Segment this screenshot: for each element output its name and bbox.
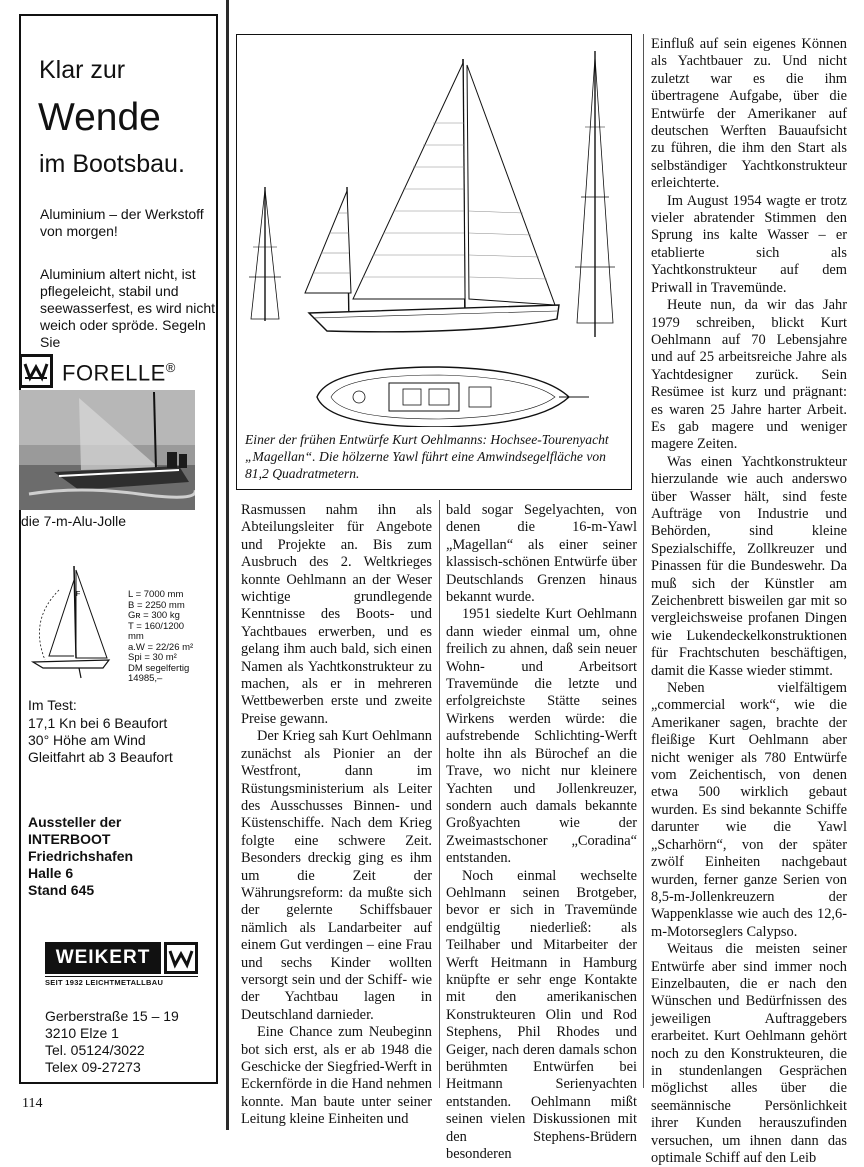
weikert-emblem-icon bbox=[164, 942, 198, 974]
spec-line: B = 2250 mm bbox=[128, 599, 185, 611]
exhibitor-line: Halle 6 bbox=[28, 865, 74, 881]
article-paragraph: bald sogar Segelyachten, von denen die 16-m-Yawl „Magellan“ als einer seiner klassisch-schönen Entwürfe über Deutschlands Grenzen hinaus bekannt wurde. bbox=[446, 502, 637, 606]
article-paragraph: Eine Chance zum Neubeginn bot sich erst, als er ab 1948 die Geschicke der Siegfried-Werft in Eckernförde in die Hand nehmen konnte. Man baute unter seiner Leitung kleine Einheiten und bbox=[241, 1024, 432, 1128]
spec-line: L = 7000 mm bbox=[128, 589, 184, 600]
article-paragraph: Im August 1954 wagte er trotz vieler abratender Stimmen den Sprung ins kalte Wasser – er etablierte sich als Yachtkonstrukteur auf dem Priwall in Travemünde. bbox=[651, 192, 847, 296]
article-paragraph: Der Krieg sah Kurt Oehlmann zunächst als Pionier an der Westfront, dann im Rüstungsministerium als Leiter des Ausschusses Binnen- und Küstenschiffe. Nach dem Krieg folgte eine schwere Zeit. Besonders dreckig ging es ihm um die Zeit der Währungsreform: da mußte sich der gelernte Schiffsbauer nämlich als Landarbeiter auf einem Gut verdingen – eine Frau und sechs Kinder wollten versorgt sein und der Schiff- wie der Yachtbau lagen in Deutschland darnieder. bbox=[241, 728, 432, 1023]
test-line: 17,1 Kn bei 6 Beaufort bbox=[28, 715, 168, 731]
spec-line: 14985,– bbox=[128, 673, 163, 684]
sailing-boat-photo-icon bbox=[19, 390, 195, 510]
ad-headline-line2: Wende bbox=[38, 96, 161, 139]
address-line: Tel. 05124/3022 bbox=[45, 1042, 145, 1058]
exhibitor-line: INTERBOOT bbox=[28, 831, 111, 847]
company-address bbox=[45, 1008, 205, 1076]
exhibitor-info bbox=[28, 814, 198, 899]
test-heading: Im Test: bbox=[28, 697, 77, 713]
column-rule bbox=[439, 500, 440, 1088]
figure-caption: Einer der frühen Entwürfe Kurt Oehlmanns: Hochsee-Tourenyacht „Magellan“. Die hölzerne Yawl führt eine Amwindsegelfläche von 81,2 Quadratmetern. bbox=[245, 432, 609, 481]
article-column-1 bbox=[241, 502, 432, 1129]
address-line: 3210 Elze 1 bbox=[45, 1025, 119, 1041]
address-line: Gerberstraße 15 – 19 bbox=[45, 1008, 179, 1024]
article-paragraph: Heute nun, da wir das Jahr 1979 schreiben, blickt Kurt Oehlmann auf 70 Lebensjahre und auf 25 arbeitsreiche Jahre als Yachtdesigner zurück. Sein Resümee ist kurz und prägnant: es waren 25 Jahre harter Arbeit. Es gab magere und weniger magere Zeiten. bbox=[651, 297, 847, 453]
article-column-3 bbox=[651, 36, 847, 1167]
test-line: Gleitfahrt ab 3 Beaufort bbox=[28, 749, 173, 765]
page-number: 114 bbox=[22, 1096, 43, 1111]
spec-line: a.W = 22/26 m² bbox=[128, 641, 194, 653]
test-line: 30° Höhe am Wind bbox=[28, 732, 146, 748]
forelle-brand-name: FORELLE bbox=[62, 360, 166, 386]
exhibitor-line: Stand 645 bbox=[28, 882, 95, 898]
forelle-brand bbox=[19, 354, 197, 388]
dinghy-sail-plan-icon bbox=[19, 560, 115, 680]
ad-aluminium-body: Aluminium altert nicht, ist pflegeleicht, stabil und seewasserfest, es wird nicht weich oder spröde. Segeln Sie bbox=[40, 266, 216, 350]
ad-aluminium-intro: Aluminium – der Werkstoff von morgen! bbox=[40, 206, 204, 239]
spec-line: Gʀ = 300 kg bbox=[128, 610, 180, 621]
ad-headline-line1: Klar zur bbox=[39, 56, 126, 84]
article-paragraph: Einfluß auf sein eigenes Können als Yachtbauer zu. Und nicht zuletzt war es die ihm übertragene Aufgabe, über die Entwürfe der Amerikaner auf deutschen Werften Bauaufsicht zu führen, die ihm den Start als selbständiger Yachtkonstrukteur erleichterte. bbox=[651, 36, 847, 192]
photo-caption: die 7-m-Alu-Jolle bbox=[21, 513, 127, 529]
weikert-logo bbox=[45, 942, 198, 988]
article-paragraph: Neben vielfältigem „commercial work“, wie die Amerikaner sagen, brachte der fleißige Kurt Oehlmann aber nicht weniger als 780 Entwürfe vom Zeichentisch, von denen etwa 500 wirklich gebaut wurden. Es sind bekannte Schiffe darunter wie die Yawl „Scharhörn“, von der später zwölf Einheiten nachgebaut wurden, ferner ganze Serien von 8,5-m-Jollenkreuzern der Wappenklasse wie auch des 12,6-m-Motorseglers Calypso. bbox=[651, 680, 847, 940]
forelle-logo-icon bbox=[19, 354, 53, 388]
page-gutter bbox=[226, 0, 229, 1130]
boat-specifications bbox=[128, 590, 198, 685]
company-name: WEIKERT bbox=[45, 942, 161, 974]
spec-line: DM segelfertig bbox=[128, 662, 190, 674]
test-results bbox=[28, 715, 198, 766]
spec-line: Spi = 30 m² bbox=[128, 652, 177, 663]
article-paragraph: Rasmussen nahm ihn als Abteilungsleiter für Angebote und Projekte an. Bis zum Ausbruch des 2. Weltkrieges konnte Oehlmann an der Weser wichtige grundlegende Kenntnisse des Boots- und Yachtbaues erwerben, und es gelang ihm auch bald, sich einen Namen als Yachtkonstrukteur zu machen, als er in mehreren Wettbewerben erste und zweite Preise gewann. bbox=[241, 502, 432, 727]
registered-mark: ® bbox=[165, 360, 176, 375]
spec-line: T = 160/1200 mm bbox=[128, 620, 185, 642]
yawl-sail-plan-icon bbox=[239, 37, 629, 427]
exhibitor-line: Aussteller der bbox=[28, 814, 122, 830]
advertisement-box bbox=[19, 14, 218, 1084]
address-line: Telex 09-27273 bbox=[45, 1059, 141, 1075]
yacht-drawing-figure bbox=[236, 34, 632, 490]
article-paragraph: Weitaus die meisten seiner Entwürfe aber sind immer noch Einzelbauten, die er nach den Wünschen und Bedürfnissen des jeweiligen Auftraggebers erarbeitet. Kurt Oehlmann gehört noch zu den Konstrukteuren, die in stundenlangen Gesprächen möglichst alles über die seemännische Persönlichkeit ihrer Kunden herauszufinden versuchen, um ihnen dann das optimale Schiff auf den Leib bbox=[651, 941, 847, 1166]
article-paragraph: 1951 siedelte Kurt Oehlmann dann wieder einmal um, ohne freilich zu ahnen, daß sein neuer Wohn- und Arbeitsort Travemünde die letzte und erfolgreichste Stätte seines Wirkens werden würde: die aufstrebende Schlichting-Werft holte ihn als Bürochef an die Trave, wo nicht nur kleinere Yachten und Jollenkreuzer, sondern auch damals bekannte Großyachten wie der Zweimastschoner „Coradina“ entstanden. bbox=[446, 606, 637, 867]
column-rule bbox=[643, 34, 644, 1088]
article-paragraph: Was einen Yachtkonstrukteur hierzulande wie auch anderswo über Wasser hält, sind feste Aufträge von Industrie und Behörden, sind kleine Spezialschiffe, Zollkreuzer und Pinassen für die Bundeswehr. Da muß sich der Künstler am Zeichenbrett bisweilen gar mit so vergleichsweise profanen Dingen wie Lukendeckelkonstruktionen für Frachtschuten beschäftigen, damit die Kasse wieder stimmt. bbox=[651, 453, 847, 679]
article-column-2 bbox=[446, 502, 637, 1163]
ad-headline-line3: im Bootsbau. bbox=[39, 150, 185, 178]
exhibitor-line: Friedrichshafen bbox=[28, 848, 134, 864]
article-paragraph: Noch einmal wechselte Oehlmann seinen Brotgeber, bevor er sich in Travemünde endgültig niederließ: als Teilhaber und Mitarbeiter der Werft Heitmann in Hamburg knüpfte er sehr enge Kontakte mit den amerikanischen Konstrukteuren Olin und Rod Stephens, Phil Rhodes und Geiger, nach deren damals schon berühmten Entwürfen bei Heitmann Serienyachten entstanden. Oehlmann mißt seinen vielen Diskussionen mit den Stephens-Brüdern besonderen bbox=[446, 867, 637, 1163]
company-since: SEIT 1932 LEICHTMETALLBAU bbox=[45, 976, 198, 987]
jolle-photo bbox=[19, 390, 195, 510]
svg-text:F: F bbox=[76, 591, 81, 598]
